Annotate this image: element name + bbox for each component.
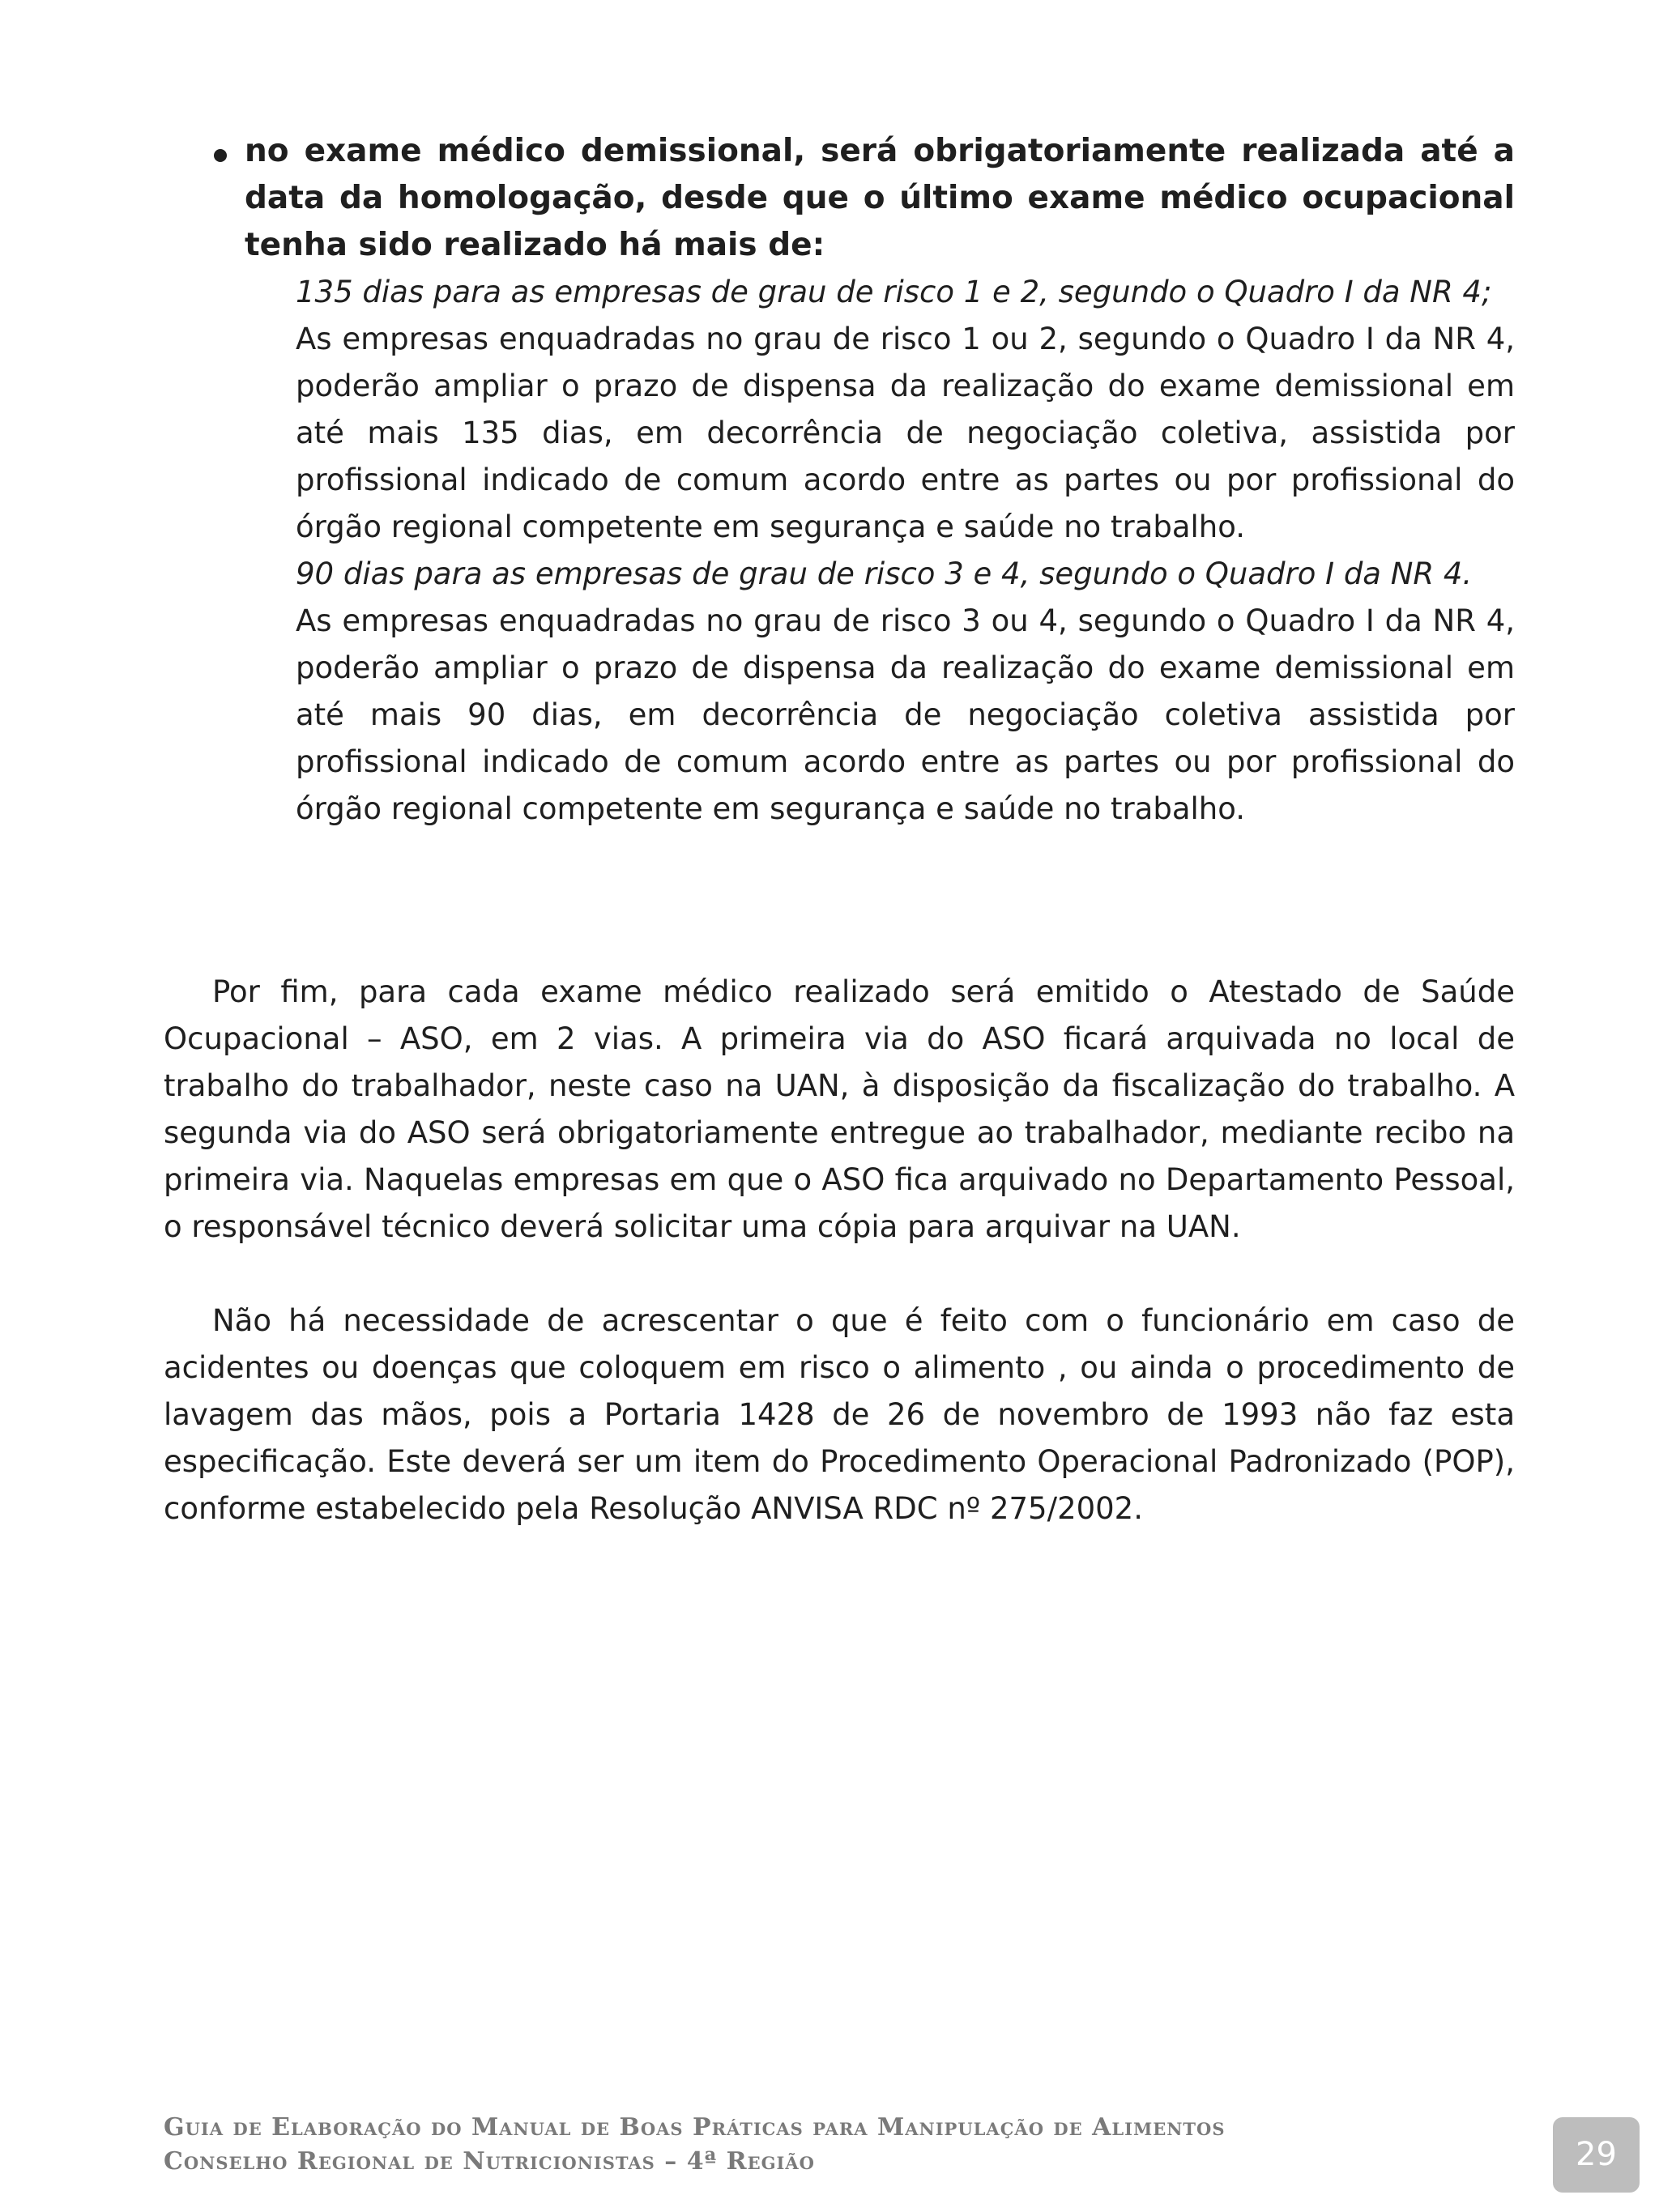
bullet-item (209, 128, 1515, 833)
bullet-text: no exame médico demissional, será obrigatoriamente realizada até a data da homologação, desde que o último exame médico ocupacional tenha sido realizado há mais de: (245, 133, 1515, 263)
footer-publication-title: Guia de Elaboração do Manual de Boas Práticas para Manipulação de Alimentos (164, 2113, 1226, 2142)
page-footer (164, 2111, 1379, 2179)
bullet-dot-icon (214, 149, 227, 162)
sub-item-heading: 135 dias para as empresas de grau de risco 1 e 2, segundo o Quadro I da NR 4; (296, 275, 1492, 309)
sub-item-2 (296, 551, 1515, 833)
sub-item-heading: 90 dias para as empresas de grau de risco 3 e 4, segundo o Quadro I da NR 4. (296, 556, 1473, 591)
sub-item-1 (296, 269, 1515, 551)
sub-item-text: As empresas enquadradas no grau de risco 1 ou 2, segundo o Quadro I da NR 4, poderão ampliar o prazo de dispensa da realização do exame demissional em até mais 135 dias, em decorrência de negociação coletiva, assistida por profissional indicado de comum acordo entre as partes ou por profissional do órgão regional competente em segurança e saúde no trabalho. (296, 322, 1515, 544)
page-number-badge: 29 (1553, 2117, 1640, 2193)
body-paragraph-aso: Por fim, para cada exame médico realizado será emitido o Atestado de Saúde Ocupacional – ASO, em 2 vias. A primeira via do ASO ficará arquivada no local de trabalho do trabalhador, neste caso na UAN, à disposição da fiscalização do trabalho. A segunda via do ASO será obrigatoriamente entregue ao trabalhador, mediante recibo na primeira via. Naquelas empresas em que o ASO fica arquivado no Departamento Pessoal, o responsável técnico deverá solicitar uma cópia para arquivar na UAN. (164, 974, 1515, 1244)
body-paragraph-pop: Não há necessidade de acrescentar o que é feito com o funcionário em caso de acidentes ou doenças que coloquem em risco o alimento , ou ainda o procedimento de lavagem das mãos, pois a Portaria 1428 de 26 de novembro de 1993 não faz esta especificação. Este deverá ser um item do Procedimento Operacional Padronizado (POP), conforme estabelecido pela Resolução ANVISA RDC nº 275/2002. (164, 1303, 1515, 1526)
footer-publisher: Conselho Regional de Nutricionistas – 4ª Região (164, 2147, 815, 2176)
sub-item-text: As empresas enquadradas no grau de risco 3 ou 4, segundo o Quadro I da NR 4, poderão ampliar o prazo de dispensa da realização do exame demissional em até mais 90 dias, em decorrência de negociação coletiva assistida por profissional indicado de comum acordo entre as partes ou por profissional do órgão regional competente em segurança e saúde no trabalho. (296, 603, 1515, 826)
